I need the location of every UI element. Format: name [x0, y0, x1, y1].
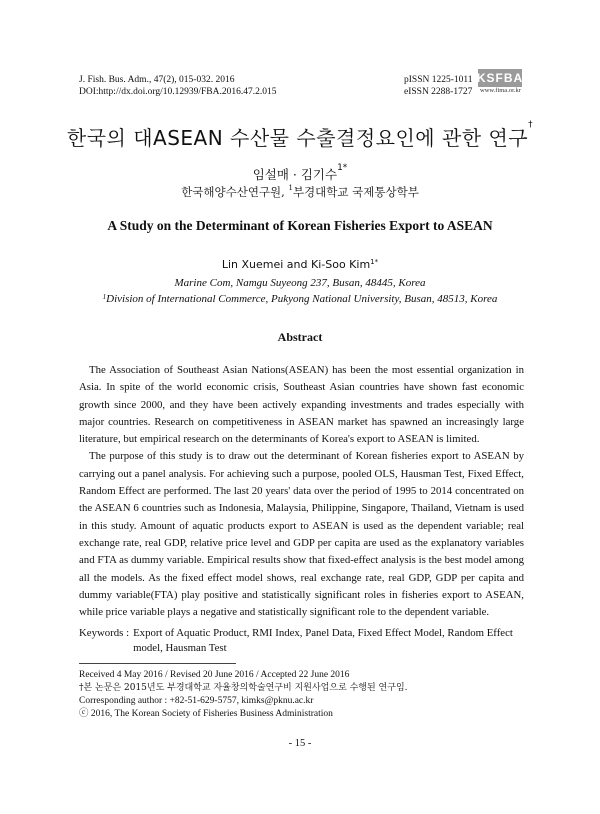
footnotes — [79, 669, 408, 721]
korean-title-text: 한국의 대ASEAN 수산물 수출결정요인에 관한 연구 — [66, 126, 529, 150]
abstract-heading: Abstract — [277, 330, 323, 344]
abstract-paragraph-2: The purpose of this study is to draw out the determinant of Korean fisheries export to ASEAN by carrying out a panel analysis. For achieving such a purpose, pooled OLS, Hausman Test, Fixed Effect, Random Effect are performed. The last 20 years' data over the period of 1995 to 2014 concentrated on the ASEAN 6 countries such as Indonesia, Malaysia, Philippine, Singapore, Thailand, Vietnam is used in this study. Amount of aquatic products export to ASEAN is used as the dependent variable; real exchange rate, real GDP, relative price level and GDP per capita are used as the explanatory variables and FTA as dummy variable. Empirical results show that fixed-effect analysis is the best model among all the models. As the fixed effect model shows, real exchange rate, real GDP, GDP per capita and dummy variable(FTA) play positive and statistically significant roles in fisheries export to ASEAN, while price variable plays a negative and statistically significant role to the dependent variable. — [79, 450, 524, 619]
english-title: A Study on the Determinant of Korean Fisheries Export to ASEAN — [107, 218, 493, 233]
english-affiliation-2 — [0, 293, 600, 305]
korean-affiliation-mark: 1 — [288, 184, 293, 192]
journal-url[interactable]: www.fima.or.kr — [480, 87, 521, 94]
korean-title — [0, 122, 600, 151]
doi-link[interactable]: DOI:http://dx.doi.org/10.12939/FBA.2016.47.2.015 — [79, 87, 277, 97]
korean-affiliation — [0, 184, 600, 200]
english-affiliation-1: Marine Com, Namgu Suyeong 237, Busan, 48445, Korea — [174, 277, 426, 289]
funding-text: 본 논문은 2015년도 부경대학교 자율창의학술연구비 지원사업으로 수행된 연구임. — [83, 683, 408, 693]
korean-affiliation-a: 한국해양수산연구원, — [181, 185, 289, 199]
korean-authors-text: 임설매 · 김기수 — [252, 167, 338, 182]
keywords — [79, 626, 524, 656]
footnote-divider — [79, 663, 236, 664]
abstract-paragraph-1: The Association of Southeast Asian Nations(ASEAN) has been the most essential organization in Asia. In spite of the world economic crisis, Southeast Asian countries have shown fast economic growth since 2000, and they have been actively expanding investments and trades especially with major countries. Research on competitiveness in ASEAN market has spawned an increasingly large literature, but empirical research on the determinants of Korea's export to ASEAN is limited. — [79, 364, 524, 446]
english-affiliation-2-text: Division of International Commerce, Pukyong National University, Busan, 48513, Korea — [106, 293, 498, 305]
corresponding-author: Corresponding author : +82-51-629-5757, kimks@pknu.ac.kr — [79, 696, 314, 706]
journal-header-right — [404, 74, 473, 98]
keywords-text: Export of Aquatic Product, RMI Index, Panel Data, Fixed Effect Model, Random Effect model, Hausman Test — [133, 627, 513, 654]
funding-mark: † — [79, 683, 84, 693]
abstract-body — [79, 362, 524, 621]
received-dates: Received 4 May 2016 / Revised 20 June 2016 / Accepted 22 June 2016 — [79, 670, 350, 680]
english-author-mark: 1* — [370, 258, 379, 266]
english-affiliation-2-mark: 1 — [102, 293, 107, 301]
keywords-label: Keywords : — [79, 627, 130, 639]
english-authors-text: Lin Xuemei and Ki-Soo Kim — [221, 258, 371, 271]
page-number: - 15 - — [288, 738, 312, 749]
korean-author-mark: 1* — [337, 163, 348, 173]
english-authors — [0, 258, 600, 271]
journal-header-left — [79, 74, 277, 98]
funding-note — [79, 682, 408, 695]
eissn: eISSN 2288-1727 — [404, 87, 473, 97]
korean-authors — [0, 165, 600, 183]
journal-citation: J. Fish. Bus. Adm., 47(2), 015-032. 2016 — [79, 75, 235, 85]
pissn: pISSN 1225-1011 — [404, 75, 473, 85]
ksfba-logo: KSFBA — [476, 71, 524, 85]
korean-title-mark: † — [528, 120, 534, 130]
korean-affiliation-b: 부경대학교 국제통상학부 — [292, 185, 419, 199]
copyright: ⓒ 2016, The Korean Society of Fisheries Business Administration — [79, 709, 333, 719]
